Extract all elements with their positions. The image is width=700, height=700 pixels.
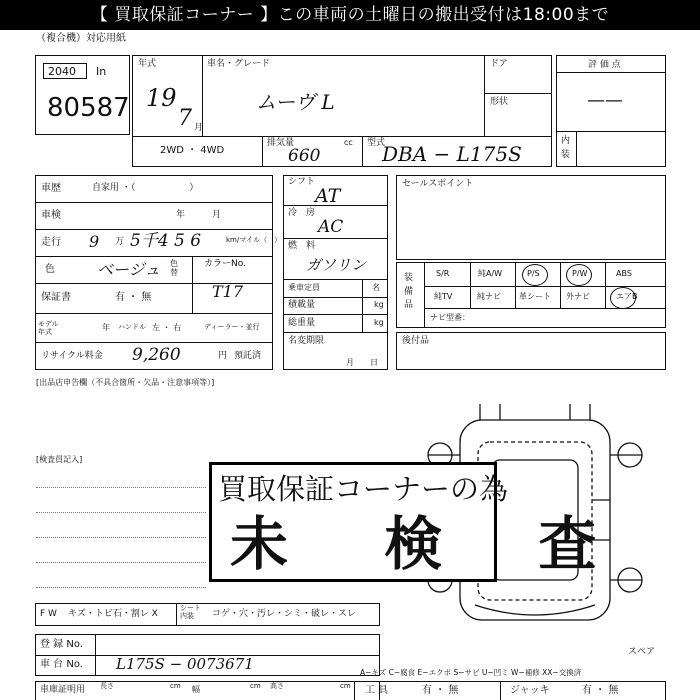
history-options: 自家用 ・（ ）: [92, 183, 199, 193]
month-unit: 月: [194, 123, 204, 133]
circle-ps: [522, 264, 548, 286]
chassis-value: L175S − 0073671: [116, 655, 254, 673]
fw-label: F W: [40, 609, 57, 619]
equip-label: 装備品: [404, 273, 414, 310]
height-cm: cm: [340, 682, 351, 690]
equip-airbag: エアB: [616, 292, 638, 301]
top-banner: 【 買取保証コーナー 】この車両の土曜日の搬出受付は18:00まで: [0, 0, 700, 30]
handle-options: 左 ・ 右: [152, 323, 182, 332]
equip-tv: 純TV: [434, 292, 453, 301]
tools-label: 工 具: [365, 685, 389, 696]
stamp-line-2: 未 検 査: [230, 510, 635, 578]
shape-label: 形状: [490, 97, 509, 107]
name-label: 車名・グレード: [207, 59, 271, 69]
chassis-label: 車 台 No.: [40, 659, 83, 670]
month-value: 7: [178, 106, 192, 131]
capacity-unit: 名: [372, 283, 380, 292]
score-label: 評 価 点: [588, 60, 621, 70]
weight-label: 総重量: [288, 318, 316, 328]
door-label: ドア: [490, 59, 508, 69]
lot-number: 80587: [47, 93, 130, 123]
mileage-man-unit: 万: [115, 237, 125, 247]
capacity-label: 乗車定員: [288, 283, 320, 292]
exhibitor-notes-label: [出品店申告欄（不具合箇所・欠品・注意事項等）]: [36, 378, 215, 387]
model-value: DBA − L175S: [382, 142, 522, 166]
color-swap-label: 色替: [170, 259, 178, 277]
header-note: （複合機）対応用紙: [36, 33, 126, 44]
garage-cert-label: 車庫証明用: [40, 685, 86, 695]
recycle-label: リサイクル料金: [41, 351, 103, 361]
drive-options: 2WD ・ 4WD: [160, 145, 225, 156]
cc-label: cc: [344, 138, 353, 147]
inspection-units: 年 月: [176, 210, 222, 220]
equip-ps: P/S: [527, 269, 540, 278]
inspector-notes-label: [検査員記入]: [36, 455, 83, 464]
vehicle-name: ムーヴ L: [256, 90, 335, 114]
handle-label: ハンドル: [118, 323, 146, 331]
interior-label-1: 内: [561, 136, 571, 146]
load-kg: kg: [374, 300, 384, 309]
garage-cert-box: [35, 681, 380, 700]
equip-ext-navi: 外ナビ: [566, 292, 590, 301]
width-cm: cm: [250, 682, 261, 690]
mileage-label: 走行: [41, 237, 61, 248]
equip-alloy: 純A/W: [478, 269, 503, 278]
equip-abs: ABS: [616, 269, 632, 278]
registration-label: 登 録 No.: [40, 639, 83, 650]
spare-label: スペア: [628, 647, 656, 657]
lot-year-code: 2040: [48, 65, 76, 78]
lot-in-label: In: [96, 65, 107, 78]
color-no-value: T17: [212, 282, 244, 301]
year-value: 19: [146, 84, 177, 112]
color-no-label: カラーNo.: [204, 259, 246, 269]
stamp-line-1: 買取保証コーナーの為: [218, 472, 509, 506]
mileage-unit: km/マイル（ ）: [226, 236, 282, 244]
model-year-label: モデル年式: [38, 320, 59, 336]
interior-label-2: 装: [561, 150, 571, 160]
model-label: 型式: [367, 138, 386, 148]
ac-label: 冷 房: [288, 208, 316, 218]
jack-options: 有 ・ 無: [582, 685, 619, 696]
warranty-label: 保証書: [41, 292, 71, 303]
weight-kg: kg: [374, 318, 384, 327]
after-parts-label: 後付品: [402, 336, 430, 346]
width-label: 幅: [192, 685, 200, 694]
year-unit: 年: [102, 323, 110, 332]
equip-pw: P/W: [572, 269, 588, 278]
height-label: 高さ: [270, 682, 284, 690]
fuel-value: ガソリン: [306, 256, 367, 274]
mileage-man: 9: [89, 232, 100, 251]
displacement-value: 660: [288, 146, 321, 166]
shift-label: シフト: [288, 177, 316, 187]
equip-leather: 革シート: [519, 292, 551, 301]
not-inspected-stamp: [209, 462, 635, 582]
length-cm: cm: [170, 682, 181, 690]
name-change-label: 名変期限: [288, 336, 325, 346]
fw-options: キズ・トビ石・割レ X: [68, 609, 158, 619]
warranty-options: 有 ・ 無: [115, 292, 152, 303]
score-value: ——: [587, 90, 623, 111]
color-label: 色: [45, 264, 55, 275]
seat-options: コゲ・穴・汚レ・シミ・破レ・スレ: [212, 609, 357, 619]
sales-point-label: セールスポイント: [402, 179, 474, 189]
shift-value: AT: [315, 185, 341, 207]
equip-navi: 純ナビ: [477, 292, 501, 301]
color-value: ベージュ: [97, 260, 161, 279]
dealer-label: ディーラー・並行: [204, 323, 260, 331]
history-label: 車歴: [41, 183, 61, 194]
name-change-units: 月 日: [346, 358, 378, 367]
after-parts-box: [396, 332, 666, 370]
inspection-label: 車検: [41, 210, 61, 221]
deposit-label: 預託済: [234, 351, 262, 361]
circle-airbag: [610, 287, 636, 309]
jack-label: ジャッキ: [510, 685, 550, 696]
seat-label: シート内装: [180, 604, 201, 620]
recycle-unit: 円: [218, 351, 228, 361]
equip-sr: S/R: [436, 269, 450, 278]
recycle-amount: 9,260: [132, 345, 181, 365]
length-label: 長さ: [100, 682, 114, 690]
load-label: 積載量: [288, 300, 316, 310]
fuel-label: 燃 料: [288, 241, 316, 251]
navi-model-label: ナビ型番：: [430, 313, 470, 322]
damage-legend: A−キズ C−腐食 E−エクボ S−サビ U−凹ミ W−補修 XX−交換済: [360, 668, 582, 677]
ac-value: AC: [318, 217, 344, 237]
tools-options: 有 ・ 無: [422, 685, 459, 696]
mileage-rest: 5千4 5 6: [130, 231, 202, 251]
year-label: 年式: [138, 59, 157, 69]
circle-pw: [566, 264, 592, 286]
displacement-label: 排気量: [267, 138, 295, 148]
